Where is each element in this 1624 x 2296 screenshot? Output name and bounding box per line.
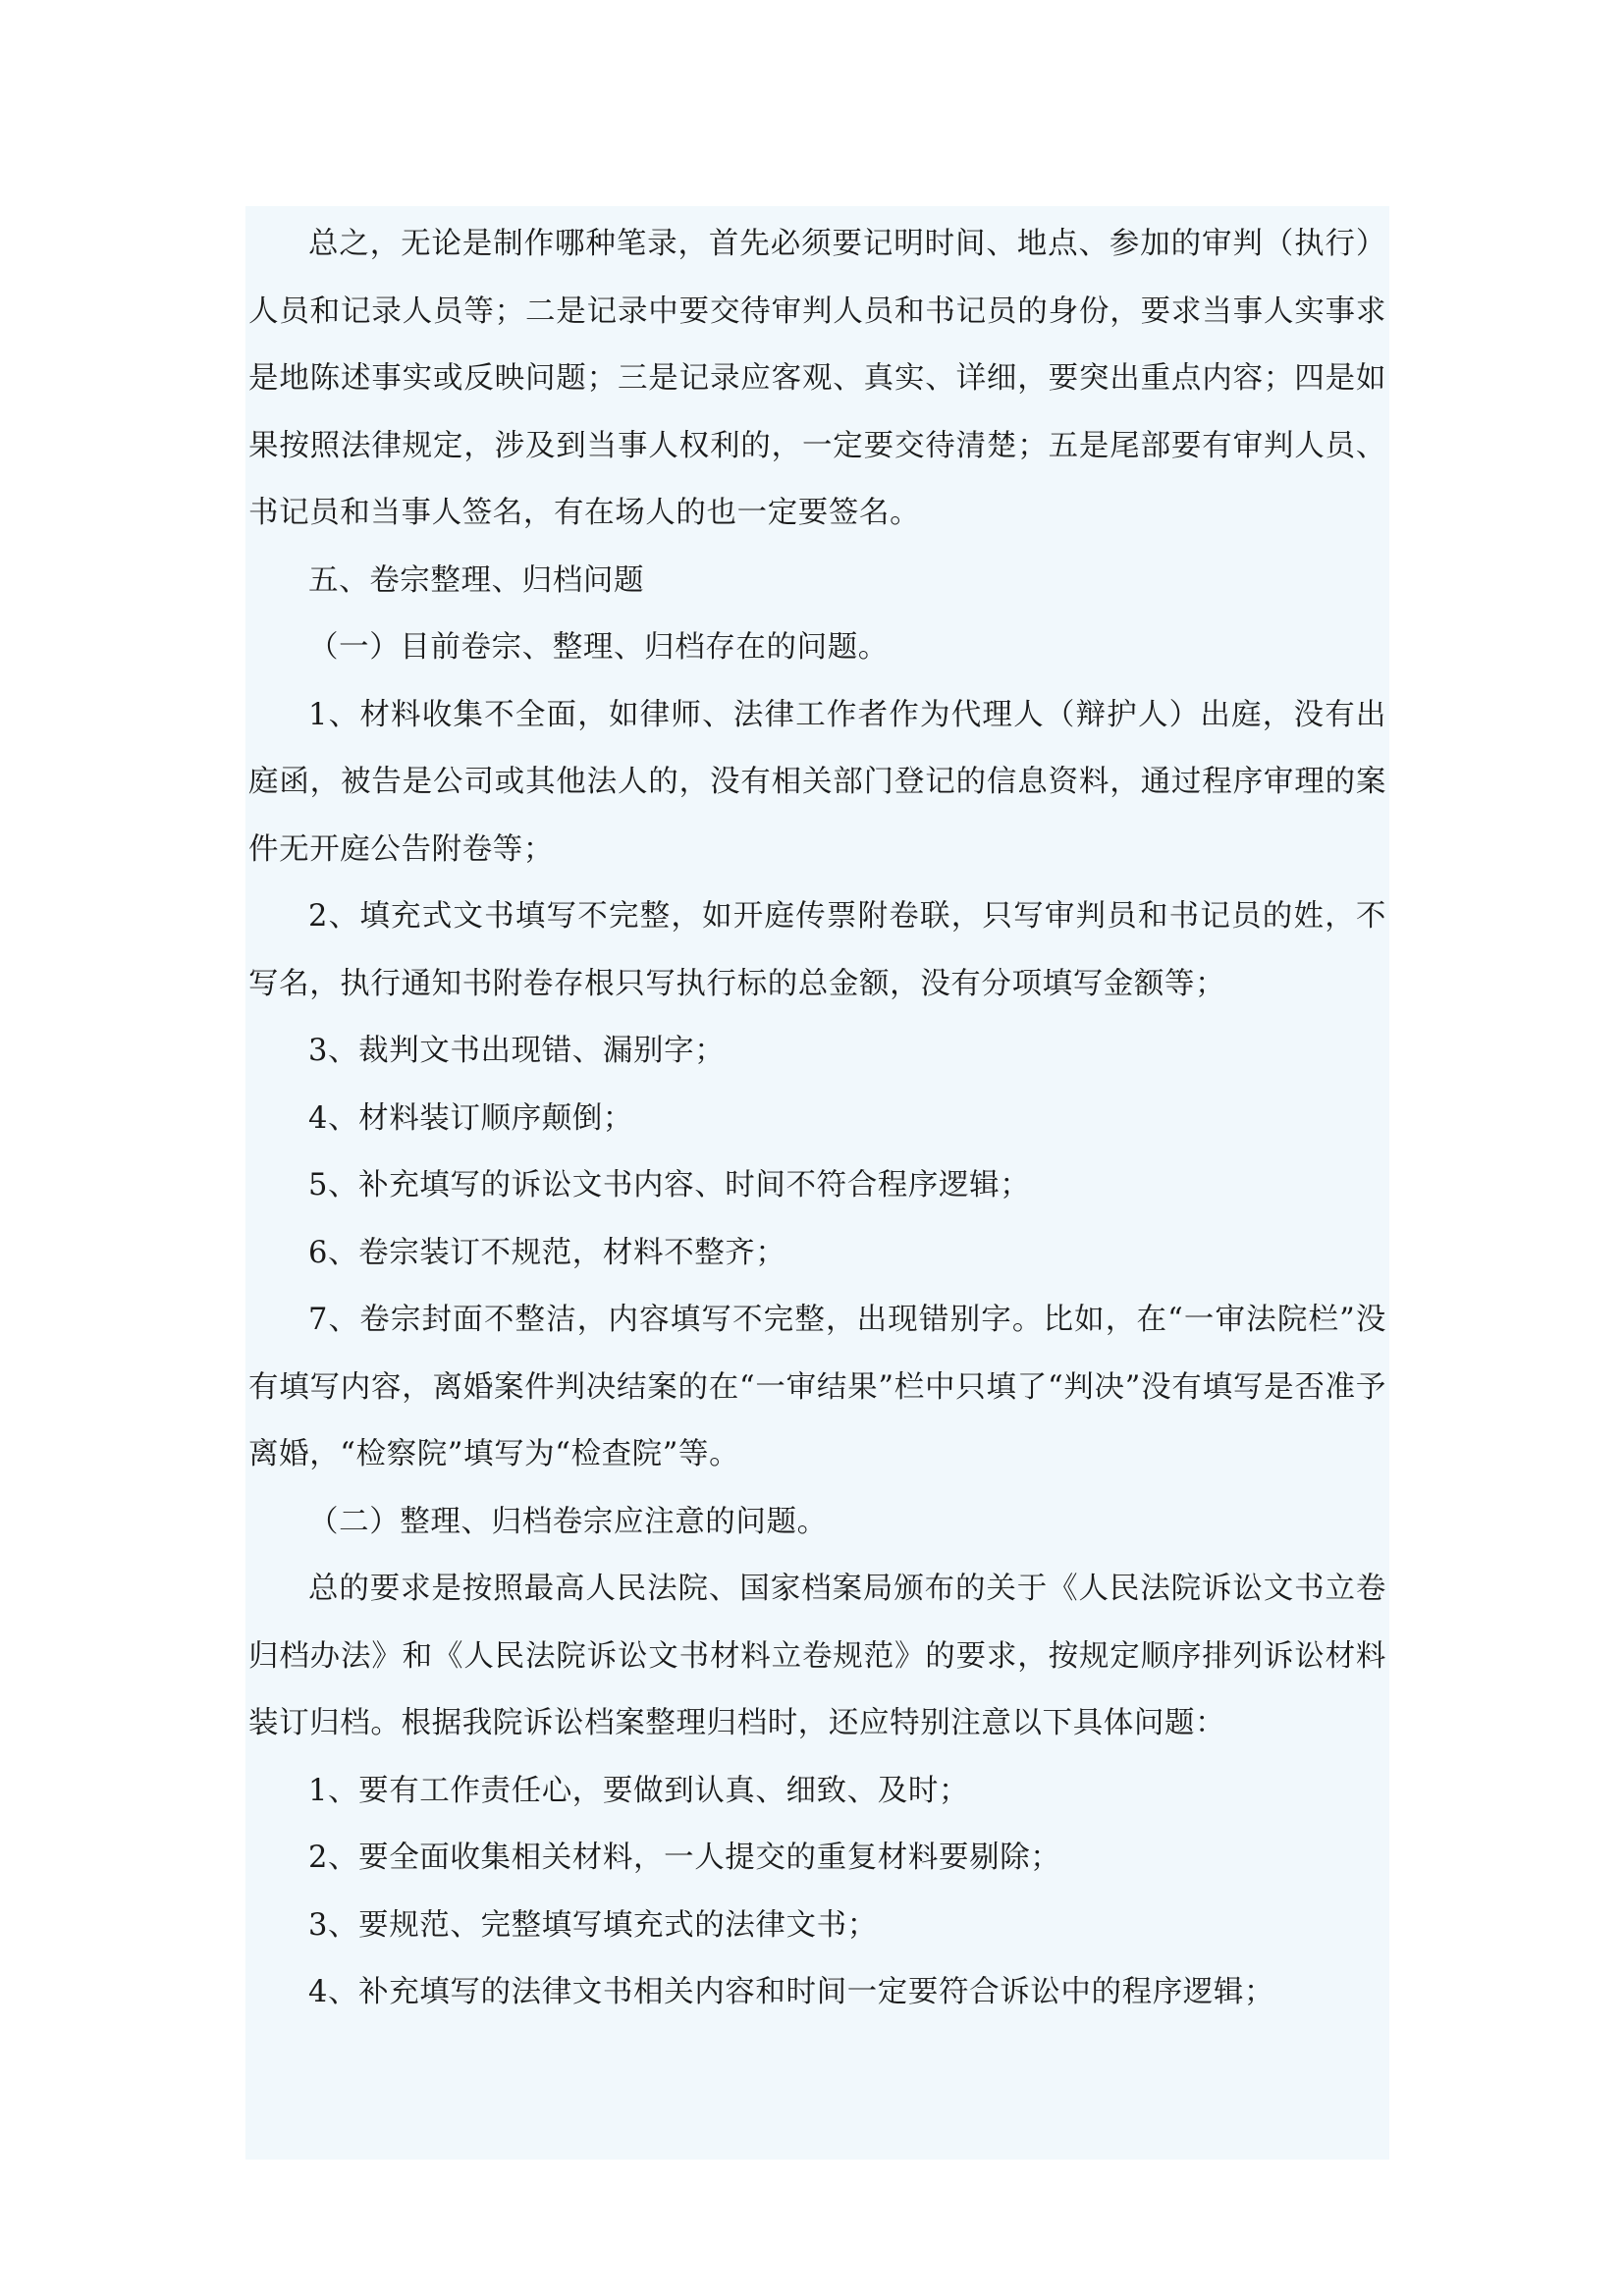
section-heading-archive: 五、卷宗整理、归档问题 (308, 562, 645, 598)
paragraph-general-requirements: 总的要求是按照最高人民法院、国家档案局颁布的关于《人民法院诉讼文书立卷归档办法》和《人民法院诉讼文书材料立卷规范》的要求，按规定顺序排列诉讼材料装订归档。根据我院诉讼档案整理归档时，还应特别注意以下具体问题： (248, 1572, 1386, 1740)
list-item-attention-1: 1、要有工作责任心，要做到认真、细致、及时； (308, 1773, 970, 1808)
list-item-problem-3: 3、裁判文书出现错、漏别字； (308, 1034, 726, 1068)
list-item-attention-2: 2、要全面收集相关材料，一人提交的重复材料要剔除； (308, 1841, 1061, 1875)
list-item-attention-3: 3、要规范、完整填写填充式的法律文书； (308, 1907, 878, 1943)
list-item-problem-4: 4、材料装订顺序颠倒； (308, 1100, 634, 1136)
subheading-current-problems: （一）目前卷宗、整理、归档存在的问题。 (308, 630, 889, 665)
paragraph-record-summary: 总之，无论是制作哪种笔录，首先必须要记明时间、地点、参加的审判（执行）人员和记录人员等；二是记录中要交待审判人员和书记员的身份，要求当事人实事求是地陈述事实或反映问题；三是记录应客观、真实、详细，要突出重点内容；四是如果按照法律规定，涉及到当事人权利的，一定要交待清楚；五是尾部要有审判人员、书记员和当事人签名，有在场人的也一定要签名。 (248, 227, 1386, 530)
list-item-problem-7: 7、卷宗封面不整洁，内容填写不完整，出现错别字。比如，在“一审法院栏”没有填写内容，离婚案件判决结案的在“一审结果”栏中只填了“判决”没有填写是否准予离婚，“检察院”填写为“检查院”等。 (248, 1303, 1386, 1471)
list-item-problem-6: 6、卷宗装订不规范，材料不整齐； (308, 1235, 786, 1270)
subheading-attention-points: （二）整理、归档卷宗应注意的问题。 (308, 1504, 828, 1539)
list-item-problem-5: 5、补充填写的诉讼文书内容、时间不符合程序逻辑； (308, 1168, 1031, 1202)
list-item-problem-1: 1、材料收集不全面，如律师、法律工作者作为代理人（辩护人）出庭，没有出庭函，被告是公司或其他法人的，没有相关部门登记的信息资料，通过程序审理的案件无开庭公告附卷等； (248, 697, 1386, 867)
list-item-attention-4: 4、补充填写的法律文书相关内容和时间一定要符合诉讼中的程序逻辑； (308, 1975, 1275, 2009)
list-item-problem-2: 2、填充式文书填写不完整，如开庭传票附卷联，只写审判员和书记员的姓，不写名，执行通知书附卷存根只写执行标的总金额，没有分项填写金额等； (248, 899, 1386, 1001)
document-body (245, 206, 1389, 2160)
